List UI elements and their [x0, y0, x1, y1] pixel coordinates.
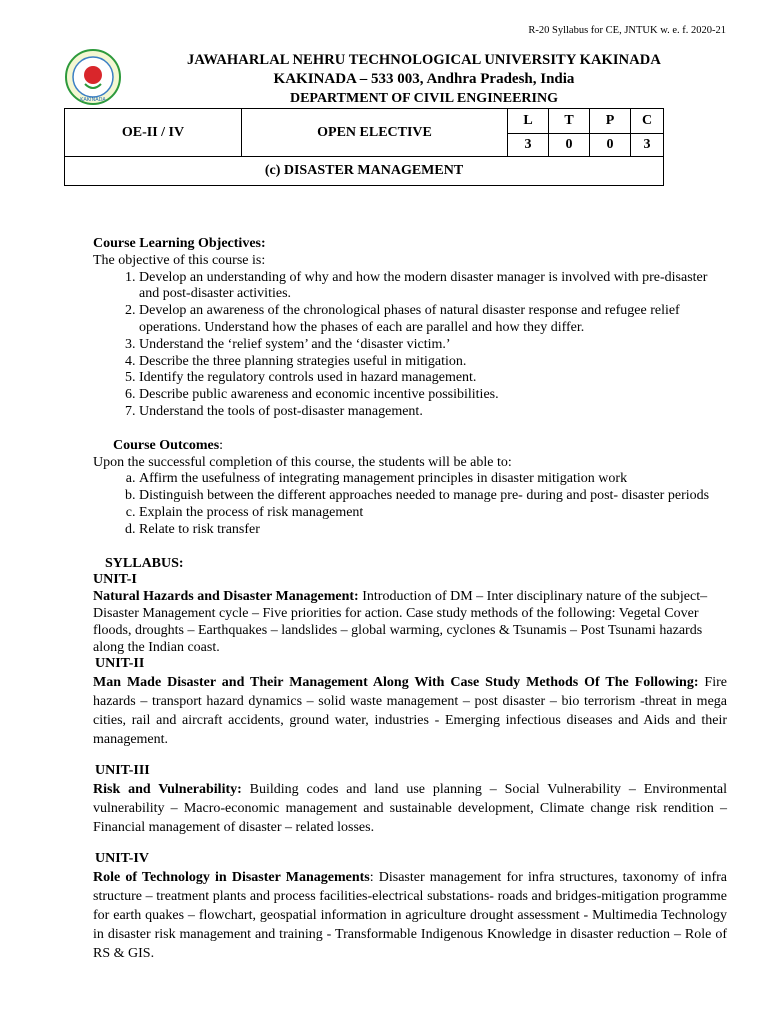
course-header-table: [64, 108, 664, 186]
unit-3-text: [93, 780, 727, 837]
objective-item: 1. Develop an understanding of why and how the modern disaster manager is involved with pre-disaster and post-disaster activities.: [139, 270, 727, 304]
unit-2-body: Fire hazards – transport hazard dynamics – solid waste management – post disaster – bio terrorism -threat in mega cities, rail and aircraft accidents, ground water, industries - Emerging infectious diseases and Aids and their management.: [93, 675, 727, 748]
unit-4-title: Role of Technology in Disaster Managements: [93, 869, 370, 885]
outcomes-list: [93, 471, 727, 538]
unit-1-body: Introduction of DM – Inter disciplinary nature of the subject– Disaster Management cycle – Five priorities for action. Case study methods of the following: Vegetal Cover floods, droughts – Earthquakes – landslides – global warming, cyclones & Tsunamis – Post Tsunami hazards along the Indian coast.: [93, 589, 708, 655]
unit-4-name: UNIT-IV: [95, 850, 149, 866]
unit-3-body: Building codes and land use planning – Social Vulnerability – Environmental vulnerability – Macro-economic management and sustainable development, Climate change risk rendition – Financial management of disaster – related losses.: [93, 781, 727, 835]
outcome-item: b. Distinguish between the different approaches needed to manage pre- during and post- disaster periods: [139, 488, 727, 505]
syllabus-reference: R-20 Syllabus for CE, JNTUK w. e. f. 2020-21: [528, 25, 726, 36]
objectives-list: [93, 270, 727, 421]
objective-item: 7. Understand the tools of post-disaster management.: [139, 404, 727, 421]
ltpc-value-t: 0: [549, 134, 590, 157]
course-title: (c) DISASTER MANAGEMENT: [65, 157, 664, 186]
objective-item: 4. Describe the three planning strategies useful in mitigation.: [139, 354, 727, 371]
university-name: JAWAHARLAL NEHRU TECHNOLOGICAL UNIVERSITY KAKINADA: [187, 52, 661, 68]
objective-item: 6. Describe public awareness and economic incentive possibilities.: [139, 387, 727, 404]
objectives-heading: Course Learning Objectives:: [93, 236, 266, 251]
objectives-intro: The objective of this course is:: [93, 252, 266, 268]
course-type: OPEN ELECTIVE: [242, 109, 508, 157]
outcome-item: d. Relate to risk transfer: [139, 522, 727, 539]
unit-4-text: [93, 868, 727, 963]
ltpc-label-c: C: [631, 109, 664, 134]
department-name: DEPARTMENT OF CIVIL ENGINEERING: [289, 91, 558, 106]
ltpc-label-p: P: [590, 109, 631, 134]
logo-text: KAKINADA: [80, 97, 106, 103]
unit-3-title: Risk and Vulnerability:: [93, 781, 242, 797]
university-logo: [64, 48, 122, 106]
syllabus-heading: SYLLABUS:: [105, 555, 184, 571]
ltpc-value-c: 3: [631, 134, 664, 157]
ltpc-label-t: T: [549, 109, 590, 134]
university-address: KAKINADA – 533 003, Andhra Pradesh, India: [273, 71, 575, 87]
unit-3-name: UNIT-III: [95, 763, 150, 779]
outcomes-heading: Course Outcomes: [113, 437, 220, 453]
objective-item: 5. Identify the regulatory controls used in hazard management.: [139, 370, 727, 387]
outcome-item: a. Affirm the usefulness of integrating management principles in disaster mitigation work: [139, 471, 727, 488]
outcomes-intro: Upon the successful completion of this course, the students will be able to:: [93, 454, 512, 470]
objective-item: 2. Develop an awareness of the chronological phases of natural disaster response and refugee relief operations. Understand how the phases of each are parallel and how they differ.: [139, 303, 727, 337]
course-code: OE-II / IV: [65, 109, 242, 157]
unit-2-name: UNIT-II: [95, 656, 145, 672]
unit-4-body: : Disaster management for infra structures, taxonomy of infra structure – treatment plants and process facilities-electrical substations- roads and bridges-mitigation programme for earth quakes – flowchart, geospatial information in agriculture drought assessment - Multimedia Technology in disaster risk management and training - Transformable Indigenous Knowledge in disaster reduction – Role of RS & GIS.: [93, 869, 727, 961]
unit-1-name: UNIT-I: [93, 572, 137, 588]
unit-1-title: Natural Hazards and Disaster Management:: [93, 589, 359, 605]
unit-2-text: [93, 673, 727, 749]
unit-2-title: Man Made Disaster and Their Management Along With Case Study Methods Of The Following:: [93, 675, 699, 691]
ltpc-label-l: L: [508, 109, 549, 134]
outcomes-heading-line: Course Outcomes:: [113, 437, 224, 453]
ltpc-value-l: 3: [508, 134, 549, 157]
syllabus-content: [93, 236, 727, 963]
unit-1-text: [93, 589, 727, 656]
outcome-item: c. Explain the process of risk management: [139, 505, 727, 522]
ltpc-value-p: 0: [590, 134, 631, 157]
objective-item: 3. Understand the ‘relief system’ and the ‘disaster victim.’: [139, 337, 727, 354]
